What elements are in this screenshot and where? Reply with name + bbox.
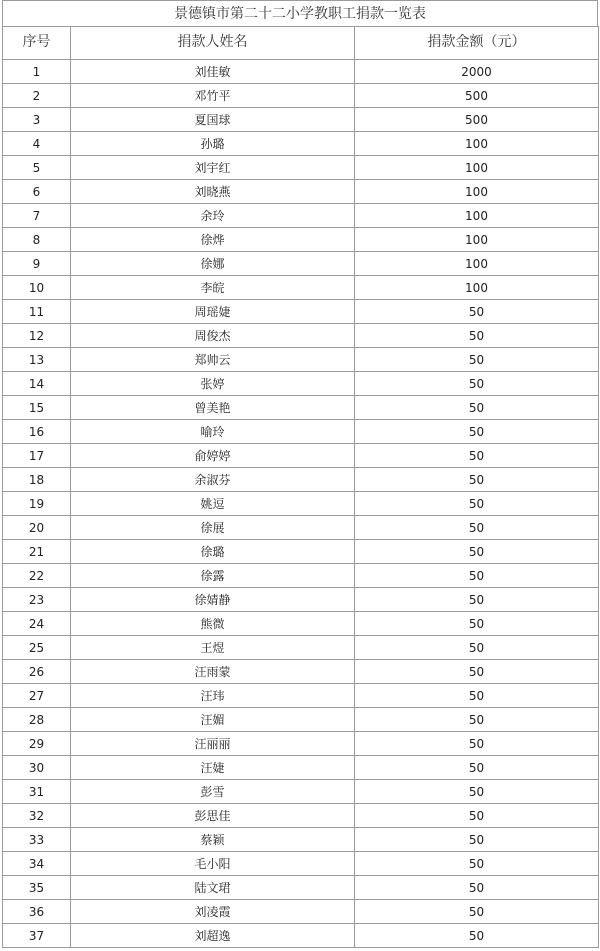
table-row [3, 60, 599, 84]
table-row [3, 516, 599, 540]
donor-name-cell: 汪婕 [71, 756, 355, 780]
row-number-cell: 10 [3, 276, 71, 300]
row-number-cell: 17 [3, 444, 71, 468]
donor-name-cell: 刘晓燕 [71, 180, 355, 204]
donor-name-cell: 刘宇红 [71, 156, 355, 180]
donation-amount-cell: 50 [355, 420, 599, 444]
table-row [3, 252, 599, 276]
donation-amount-cell: 50 [355, 444, 599, 468]
row-number-cell: 18 [3, 468, 71, 492]
row-number-cell: 2 [3, 84, 71, 108]
donation-amount-cell: 100 [355, 180, 599, 204]
row-number-cell: 31 [3, 780, 71, 804]
donation-amount-cell: 100 [355, 276, 599, 300]
donation-amount-cell: 500 [355, 84, 599, 108]
table-row [3, 852, 599, 876]
header-no: 序号 [3, 27, 71, 60]
row-number-cell: 21 [3, 540, 71, 564]
donor-name-cell: 郑帅云 [71, 348, 355, 372]
donor-name-cell: 张婷 [71, 372, 355, 396]
header-amount: 捐款金额（元） [355, 27, 599, 60]
donation-amount-cell: 100 [355, 132, 599, 156]
table-row [3, 132, 599, 156]
donation-amount-cell: 50 [355, 588, 599, 612]
row-number-cell: 25 [3, 636, 71, 660]
donation-amount-cell: 50 [355, 612, 599, 636]
row-number-cell: 11 [3, 300, 71, 324]
table-row [3, 108, 599, 132]
donation-amount-cell: 50 [355, 708, 599, 732]
donation-amount-cell: 50 [355, 876, 599, 900]
row-number-cell: 15 [3, 396, 71, 420]
donation-amount-cell: 50 [355, 756, 599, 780]
donor-name-cell: 毛小阳 [71, 852, 355, 876]
donor-name-cell: 周瑶婕 [71, 300, 355, 324]
table-row [3, 924, 599, 948]
donor-name-cell: 汪丽丽 [71, 732, 355, 756]
donor-name-cell: 熊微 [71, 612, 355, 636]
table-title: 景德镇市第二十二小学教职工捐款一览表 [2, 0, 598, 26]
row-number-cell: 7 [3, 204, 71, 228]
donor-name-cell: 汪玮 [71, 684, 355, 708]
table-row [3, 492, 599, 516]
row-number-cell: 12 [3, 324, 71, 348]
row-number-cell: 3 [3, 108, 71, 132]
donor-name-cell: 汪雨蒙 [71, 660, 355, 684]
donation-amount-cell: 50 [355, 324, 599, 348]
table-row [3, 444, 599, 468]
header-row [3, 27, 599, 60]
donation-sheet [2, 0, 598, 948]
header-name: 捐款人姓名 [71, 27, 355, 60]
row-number-cell: 32 [3, 804, 71, 828]
row-number-cell: 26 [3, 660, 71, 684]
row-number-cell: 6 [3, 180, 71, 204]
row-number-cell: 8 [3, 228, 71, 252]
donor-name-cell: 周俊杰 [71, 324, 355, 348]
donor-name-cell: 王煜 [71, 636, 355, 660]
donation-amount-cell: 50 [355, 780, 599, 804]
row-number-cell: 30 [3, 756, 71, 780]
row-number-cell: 20 [3, 516, 71, 540]
table-row [3, 780, 599, 804]
table-row [3, 708, 599, 732]
donation-amount-cell: 50 [355, 660, 599, 684]
table-row [3, 372, 599, 396]
donor-name-cell: 曾美艳 [71, 396, 355, 420]
donor-name-cell: 余玲 [71, 204, 355, 228]
donation-amount-cell: 100 [355, 228, 599, 252]
table-row [3, 756, 599, 780]
row-number-cell: 28 [3, 708, 71, 732]
donor-name-cell: 徐璐 [71, 540, 355, 564]
table-row [3, 900, 599, 924]
table-row [3, 396, 599, 420]
table-row [3, 276, 599, 300]
donor-name-cell: 姚逗 [71, 492, 355, 516]
table-row [3, 540, 599, 564]
donor-name-cell: 刘超逸 [71, 924, 355, 948]
donation-amount-cell: 50 [355, 516, 599, 540]
table-row [3, 564, 599, 588]
donor-name-cell: 刘凌霞 [71, 900, 355, 924]
donation-amount-cell: 50 [355, 924, 599, 948]
table-row [3, 876, 599, 900]
row-number-cell: 34 [3, 852, 71, 876]
donor-name-cell: 彭雪 [71, 780, 355, 804]
table-row [3, 420, 599, 444]
table-row [3, 684, 599, 708]
donation-amount-cell: 2000 [355, 60, 599, 84]
donation-amount-cell: 50 [355, 804, 599, 828]
donation-amount-cell: 50 [355, 468, 599, 492]
row-number-cell: 23 [3, 588, 71, 612]
table-row [3, 84, 599, 108]
row-number-cell: 22 [3, 564, 71, 588]
donor-name-cell: 孙璐 [71, 132, 355, 156]
donor-name-cell: 蔡颖 [71, 828, 355, 852]
donation-amount-cell: 50 [355, 348, 599, 372]
row-number-cell: 5 [3, 156, 71, 180]
donation-amount-cell: 50 [355, 900, 599, 924]
donation-table [2, 26, 599, 948]
donation-amount-cell: 100 [355, 204, 599, 228]
donation-amount-cell: 50 [355, 492, 599, 516]
table-row [3, 204, 599, 228]
donor-name-cell: 徐婧静 [71, 588, 355, 612]
table-row [3, 324, 599, 348]
donor-name-cell: 徐娜 [71, 252, 355, 276]
donation-amount-cell: 50 [355, 564, 599, 588]
row-number-cell: 4 [3, 132, 71, 156]
row-number-cell: 29 [3, 732, 71, 756]
row-number-cell: 33 [3, 828, 71, 852]
table-row [3, 156, 599, 180]
table-row [3, 228, 599, 252]
donor-name-cell: 俞婷婷 [71, 444, 355, 468]
table-row [3, 468, 599, 492]
donor-name-cell: 徐展 [71, 516, 355, 540]
donation-amount-cell: 100 [355, 252, 599, 276]
row-number-cell: 24 [3, 612, 71, 636]
donor-name-cell: 徐烨 [71, 228, 355, 252]
donor-name-cell: 陆文珺 [71, 876, 355, 900]
donation-amount-cell: 100 [355, 156, 599, 180]
donor-name-cell: 汪媚 [71, 708, 355, 732]
donor-name-cell: 邓竹平 [71, 84, 355, 108]
donor-name-cell: 李皖 [71, 276, 355, 300]
donation-amount-cell: 50 [355, 684, 599, 708]
row-number-cell: 1 [3, 60, 71, 84]
row-number-cell: 35 [3, 876, 71, 900]
row-number-cell: 19 [3, 492, 71, 516]
row-number-cell: 13 [3, 348, 71, 372]
table-row [3, 612, 599, 636]
row-number-cell: 27 [3, 684, 71, 708]
row-number-cell: 36 [3, 900, 71, 924]
table-row [3, 804, 599, 828]
donor-name-cell: 徐露 [71, 564, 355, 588]
donation-amount-cell: 500 [355, 108, 599, 132]
table-row [3, 828, 599, 852]
donation-amount-cell: 50 [355, 852, 599, 876]
donor-name-cell: 喻玲 [71, 420, 355, 444]
table-body [3, 60, 599, 948]
row-number-cell: 14 [3, 372, 71, 396]
donor-name-cell: 彭思佳 [71, 804, 355, 828]
donor-name-cell: 刘佳敏 [71, 60, 355, 84]
donation-amount-cell: 50 [355, 372, 599, 396]
table-row [3, 732, 599, 756]
donation-amount-cell: 50 [355, 300, 599, 324]
row-number-cell: 37 [3, 924, 71, 948]
table-row [3, 588, 599, 612]
row-number-cell: 9 [3, 252, 71, 276]
table-row [3, 660, 599, 684]
donor-name-cell: 余淑芬 [71, 468, 355, 492]
table-row [3, 348, 599, 372]
donation-amount-cell: 50 [355, 540, 599, 564]
row-number-cell: 16 [3, 420, 71, 444]
donation-amount-cell: 50 [355, 828, 599, 852]
table-row [3, 180, 599, 204]
donation-amount-cell: 50 [355, 732, 599, 756]
donation-amount-cell: 50 [355, 396, 599, 420]
donation-amount-cell: 50 [355, 636, 599, 660]
donor-name-cell: 夏国球 [71, 108, 355, 132]
table-row [3, 636, 599, 660]
table-row [3, 300, 599, 324]
table-header [3, 27, 599, 60]
